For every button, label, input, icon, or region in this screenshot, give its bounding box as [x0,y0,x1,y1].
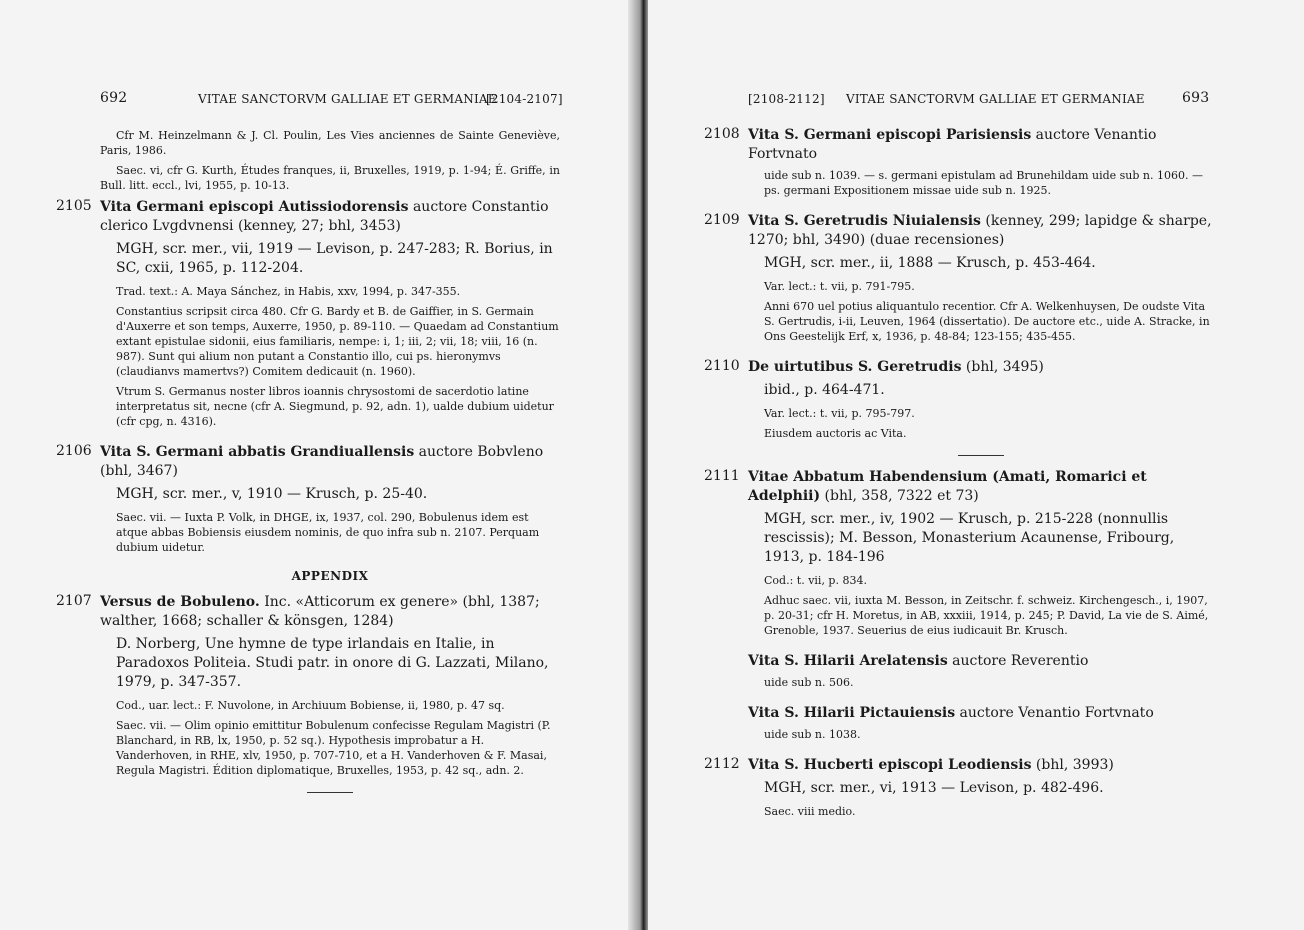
section-rule [958,455,1004,456]
entry-note: Saec. viii medio. [764,805,856,818]
entry-note: Var. lect.: t. vii, p. 795-797. [764,407,915,420]
entry-title-rest: auctore Venantio Fortvnato [955,705,1154,721]
entry-edition: D. Norberg, Une hymne de type irlandais en Italie, in Paradoxos Politeia. Studi patr. in onore di G. Lazzati, Milano, 1979, p. 347-357. [116,636,549,690]
entry-range: [2108-2112] [748,92,825,106]
entry-number: 2106 [56,443,92,459]
entry-title-rest: (bhl, 3495) [961,359,1044,375]
entry-note: uide sub n. 1038. [764,728,861,741]
entry-title-main: De uirtutibus S. Geretrudis [748,359,962,375]
entry-title-main: Vita S. Germani episcopi Parisiensis [748,127,1032,143]
entry-title [748,704,1214,723]
entry-title-rest: (bhl, 3993) [1031,757,1114,773]
running-title: VITAE SANCTORVM GALLIAE ET GERMANIAE [198,92,497,106]
entry-title-rest: auctore Venantio Fortvnato [748,127,1157,162]
page-number: 692 [100,90,128,106]
entry-title [748,652,1214,671]
entry-number: 2112 [704,756,740,772]
catalog-entry [704,468,1214,638]
entry-edition: MGH, scr. mer., vii, 1919 — Levison, p. 247-283; R. Borius, in SC, cxii, 1965, p. 112-204. [116,241,553,276]
entry-number: 2111 [704,468,740,484]
entry-note: Constantius scripsit circa 480. Cfr G. Bardy et B. de Gaiffier, in S. Germain d'Auxerre et son temps, Auxerre, 1950, p. 89-110. — Quaedam ad Constantium extant epistulae sidonii, eius familiaris, nempe: i, 1; iii, 2; vii, 18; viii, 16 (n. 987). Sunt qui alium non putant a Constantio illo, cui ps. hieronymvs (claudianvs mamertvs?) Comitem dedicauit (n. 1960). [116,305,559,378]
entry-title [100,593,560,631]
section-rule [307,792,353,793]
entry-range: [2104-2107] [486,92,563,106]
entry-edition: MGH, scr. mer., iv, 1902 — Krusch, p. 215-228 (nonnullis rescissis); M. Besson, Monasterium Acaunense, Fribourg, 1913, p. 184-196 [764,511,1175,565]
entry-title-main: Vita Germani episcopi Autissiodorensis [100,199,409,215]
entry-title-rest: (bhl, 358, 7322 et 73) [820,488,979,504]
left-page [0,0,640,930]
entry-title-main: Vita S. Hucberti episcopi Leodiensis [748,757,1032,773]
entry-title [100,198,560,236]
entry-note: uide sub n. 1039. — s. germani epistulam ad Brunehildam uide sub n. 1060. — ps. germani Expositionem missae uide sub n. 1925. [764,169,1203,197]
entry-note: Vtrum S. Germanus noster libros ioannis chrysostomi de sacerdotio latine interpretatus sit, necne (cfr A. Siegmund, p. 92, adn. 1), ualde dubium uidetur (cfr cpg, n. 4316). [116,385,554,428]
entry-number: 2107 [56,593,92,609]
catalog-entry [56,198,560,429]
entry-title [748,468,1214,506]
entry-title [748,212,1214,250]
running-title: VITAE SANCTORVM GALLIAE ET GERMANIAE [846,92,1145,106]
entry-note: Trad. text.: A. Maya Sánchez, in Habis, xxv, 1994, p. 347-355. [116,285,461,298]
entry-number: 2110 [704,358,740,374]
entry-title-main: Vitae Abbatum Habendensium (Amati, Romarici et Adelphii) [748,469,1147,504]
entry-title-main: Vita S. Hilarii Pictauiensis [748,705,956,721]
catalog-entry [56,443,560,555]
entry-number: 2109 [704,212,740,228]
right-page [648,0,1304,930]
catalog-entry [704,358,1214,441]
left-page-body [56,128,560,805]
entry-title-rest: Inc. «Atticorum ex genere» (bhl, 1387; walther, 1668; schaller & könsgen, 1284) [100,594,540,629]
entry-title-rest: auctore Bobvleno (bhl, 3467) [100,444,544,479]
entry-note: Saec. vii. — Iuxta P. Volk, in DHGE, ix, 1937, col. 290, Bobulenus idem est atque abbas Bobiensis eiusdem nominis, de quo infra sub n. 2107. Perquam dubium uidetur. [116,511,540,554]
entry-note: Anni 670 uel potius aliquantulo recentior. Cfr A. Welkenhuysen, De oudste Vita S. Gertrudis, i-ii, Leuven, 1964 (dissertatio). De auctore etc., uide A. Stracke, in Ons Geestelijk Erf, x, 1936, p. 48-84; 123-155; 435-455. [764,300,1210,343]
page-number: 693 [1182,90,1210,106]
entry-title-main: Versus de Bobuleno. [100,594,260,610]
entry-title-rest: auctore Constantio clerico Lvgdvnensi (kenney, 27; bhl, 3453) [100,199,549,234]
entry-note: Saec. vii. — Olim opinio emittitur Bobulenum confecisse Regulam Magistri (P. Blanchard, in RB, lx, 1950, p. 52 sq.). Hypothesis improbatur a H. Vanderhoven, in RHE, xlv, 1950, p. 707-710, et a H. Vanderhoven & F. Masai, Regula Magistri. Édition diplomatique, Bruxelles, 1953, p. 42 sq., adn. 2. [116,719,551,777]
catalog-entry [704,126,1214,198]
catalog-entry [748,652,1214,690]
catalog-entry [704,212,1214,344]
entry-number: 2108 [704,126,740,142]
entry-title [748,756,1214,775]
entry-title [748,126,1214,164]
intro-paragraph: Saec. vi, cfr G. Kurth, Études franques, ii, Bruxelles, 1919, p. 1-94; É. Griffe, in Bull. litt. eccl., lvi, 1955, p. 10-13. [100,164,560,192]
entry-title-main: Vita S. Hilarii Arelatensis [748,653,948,669]
entry-title [100,443,560,481]
appendix-heading: APPENDIX [291,569,369,583]
entry-note: Adhuc saec. vii, iuxta M. Besson, in Zeitschr. f. schweiz. Kirchengesch., i, 1907, p. 20-31; cfr H. Moretus, in AB, xxxiii, 1914, p. 245; P. David, La vie de S. Aimé, Grenoble, 1937. Seuerius de eius iudicauit Br. Krusch. [764,594,1209,637]
right-page-body [704,126,1214,833]
entry-title-main: Vita S. Germani abbatis Grandiuallensis [100,444,415,460]
entry-title-rest: auctore Reverentio [947,653,1089,669]
entry-edition: MGH, scr. mer., v, 1910 — Krusch, p. 25-40. [116,486,428,502]
intro-paragraph: Cfr M. Heinzelmann & J. Cl. Poulin, Les Vies anciennes de Sainte Geneviève, Paris, 1986. [100,129,560,157]
entry-edition: ibid., p. 464-471. [764,382,885,398]
entry-note: Cod.: t. vii, p. 834. [764,574,867,587]
entry-note: Var. lect.: t. vii, p. 791-795. [764,280,915,293]
entry-note: uide sub n. 506. [764,676,854,689]
entry-title [748,358,1214,377]
entry-edition: MGH, scr. mer., ii, 1888 — Krusch, p. 453-464. [764,255,1096,271]
entry-note: Cod., uar. lect.: F. Nuvolone, in Archiuum Bobiense, ii, 1980, p. 47 sq. [116,699,505,712]
catalog-entry [748,704,1214,742]
entry-title-rest: (kenney, 299; lapidge & sharpe, 1270; bhl, 3490) (duae recensiones) [748,213,1212,248]
entry-number: 2105 [56,198,92,214]
catalog-entry [56,593,560,778]
entry-edition: MGH, scr. mer., vi, 1913 — Levison, p. 482-496. [764,780,1104,796]
entry-title-main: Vita S. Geretrudis Niuialensis [748,213,981,229]
catalog-entry [704,756,1214,819]
entry-note: Eiusdem auctoris ac Vita. [764,427,907,440]
